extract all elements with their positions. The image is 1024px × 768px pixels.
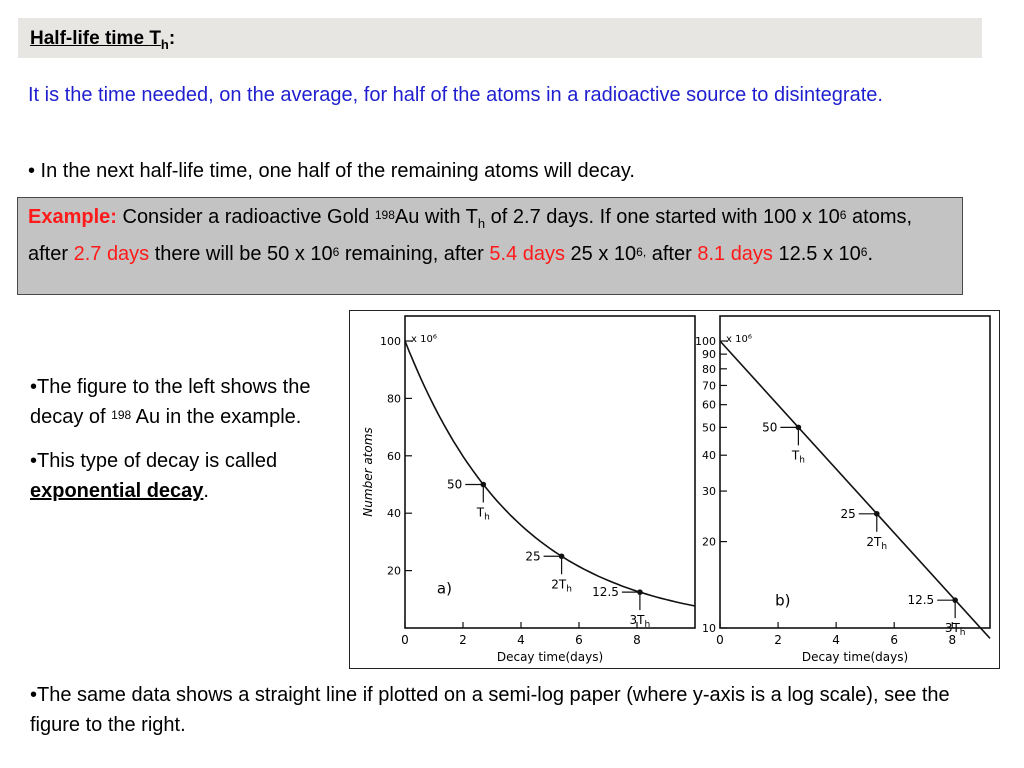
example-box: [17, 197, 963, 295]
chart-b-y-tick-label: 10: [702, 622, 716, 635]
chart-b-panel-label: b): [775, 591, 791, 610]
bullet-figure-text-b: Au in the example.: [131, 406, 302, 428]
example-text-3: of 2.7 days. If one started with 100 x 10: [485, 206, 840, 228]
decay-figure: [349, 310, 1000, 669]
chart-a-annotation-mark: $3T_h$: [629, 613, 651, 631]
chart-a-y-tick-label: 40: [387, 507, 401, 521]
bullet-exp-text-c: .: [203, 480, 209, 502]
chart-b-x-axis-label: Decay time(days): [801, 650, 909, 664]
example-text-2: Au with T: [394, 206, 478, 228]
title-symbol: T: [149, 28, 161, 49]
semi-log-note: •The same data shows a straight line if plotted on a semi-log paper (where y-axis is a log scale), see the figure to the right.: [30, 684, 950, 736]
slide-title: [30, 28, 175, 52]
example-text-5: there will be 50 x 10: [149, 243, 333, 265]
chart-a-y-unit-label: x 10⁶: [411, 334, 437, 345]
chart-a-y-tick-label: 80: [387, 392, 401, 406]
exponent-4: 6: [860, 245, 868, 259]
exponent-1: 6: [839, 208, 847, 222]
chart-b-annotation-mark: $3T_h$: [944, 621, 966, 639]
chart-b-y-tick-label: 100: [695, 335, 716, 348]
title-subscript: h: [160, 36, 169, 52]
chart-a-annotation-value: 25: [525, 549, 541, 564]
chart-a-panel-label: a): [436, 579, 452, 598]
chart-a-y-tick-label: 60: [387, 449, 401, 463]
chart-b-x-tick-label: 4: [832, 633, 840, 647]
chart-a-x-tick-label: 6: [575, 633, 583, 647]
chart-a-y-axis-label: Number atoms: [361, 427, 375, 517]
chart-a-x-tick-label: 0: [401, 633, 409, 647]
figure-explanation: [30, 372, 340, 520]
chart-b-x-tick-label: 2: [774, 633, 782, 647]
chart-b-annotation-mark: $T_h$: [791, 448, 805, 466]
bullet-next-half-life: • In the next half-life time, one half of the remaining atoms will decay.: [28, 160, 635, 182]
example-paragraph: [28, 202, 952, 269]
chart-b-x-tick-label: 0: [716, 633, 724, 647]
chart-b-annotation-mark: $2T_h$: [866, 534, 888, 552]
chart-a-annotation-mark: $2T_h$: [551, 577, 572, 595]
chart-a-annotation-mark: $T_h$: [476, 505, 490, 523]
chart-a-x-tick-label: 2: [459, 633, 467, 647]
exponent-2: 6: [332, 245, 340, 259]
example-text-6: remaining, after: [339, 243, 490, 265]
bullet-exponential: [30, 446, 340, 506]
example-text-10: .: [867, 243, 874, 265]
chart-b-plot-frame: [720, 316, 990, 628]
chart-a-x-axis-label: Decay time(days): [496, 650, 604, 664]
days-1: 2.7 days: [73, 243, 150, 265]
chart-a-y-tick-label: 20: [387, 564, 401, 578]
chart-a-x-tick-label: 4: [517, 633, 525, 647]
chart-b-annotation-value: 25: [840, 506, 856, 521]
example-text-4: atoms, after: [28, 206, 913, 265]
example-label: Example:: [28, 206, 117, 228]
chart-b-x-tick-label: 8: [948, 633, 957, 647]
chart-b-y-tick-label: 60: [702, 398, 716, 412]
chart-b-y-tick-label: 90: [702, 348, 716, 362]
title-text: Half-life time: [30, 28, 150, 49]
title-colon: :: [168, 28, 176, 49]
chart-b-y-tick-label: 20: [702, 535, 716, 549]
chart-b-y-tick-label: 40: [702, 449, 716, 463]
exponent-3: 6,: [636, 245, 647, 259]
example-text-9: 12.5 x 10: [772, 243, 861, 265]
half-life-subscript: h: [477, 216, 486, 231]
chart-b-y-tick-label: 80: [702, 362, 716, 376]
chart-b-decay-curve: [720, 341, 990, 638]
chart-b-y-tick-label: 70: [702, 379, 716, 393]
chart-a-annotation-value: 50: [447, 477, 463, 492]
chart-a-annotation-value: 12.5: [592, 585, 619, 600]
bullet-exp-text-a: •This type of decay is called: [30, 450, 278, 472]
isotope-number: 198: [374, 208, 395, 222]
chart-b-y-unit-label: x 10⁶: [726, 334, 752, 345]
chart-a-decay-curve: [405, 341, 695, 606]
chart-a-y-tick-label: 100: [380, 335, 401, 348]
definition-text: It is the time needed, on the average, for half of the atoms in a radioactive source to disintegrate.: [28, 84, 883, 106]
example-text-7: 25 x 10: [565, 243, 637, 265]
chart-b-annotation-value: 50: [762, 420, 778, 435]
example-text-1: Consider a radioactive Gold: [116, 206, 375, 228]
example-text-8: after: [646, 243, 698, 265]
bullet-figure-text-a: •The figure to the left shows the decay of: [30, 376, 311, 428]
days-2: 5.4 days: [489, 243, 565, 265]
chart-b-y-tick-label: 50: [702, 421, 716, 435]
decay-charts-svg: [350, 311, 998, 667]
days-3: 8.1 days: [697, 243, 773, 265]
chart-b-x-tick-label: 6: [890, 633, 899, 647]
chart-b-annotation-value: 12.5: [907, 593, 935, 608]
bullet-isotope-number: 198: [111, 408, 132, 422]
bullet-figure-left: [30, 372, 340, 432]
chart-b-y-tick-label: 30: [702, 485, 716, 499]
chart-a-x-tick-label: 8: [633, 633, 641, 647]
exponential-decay-term: exponential decay: [30, 480, 204, 502]
title-bar: [18, 18, 982, 58]
